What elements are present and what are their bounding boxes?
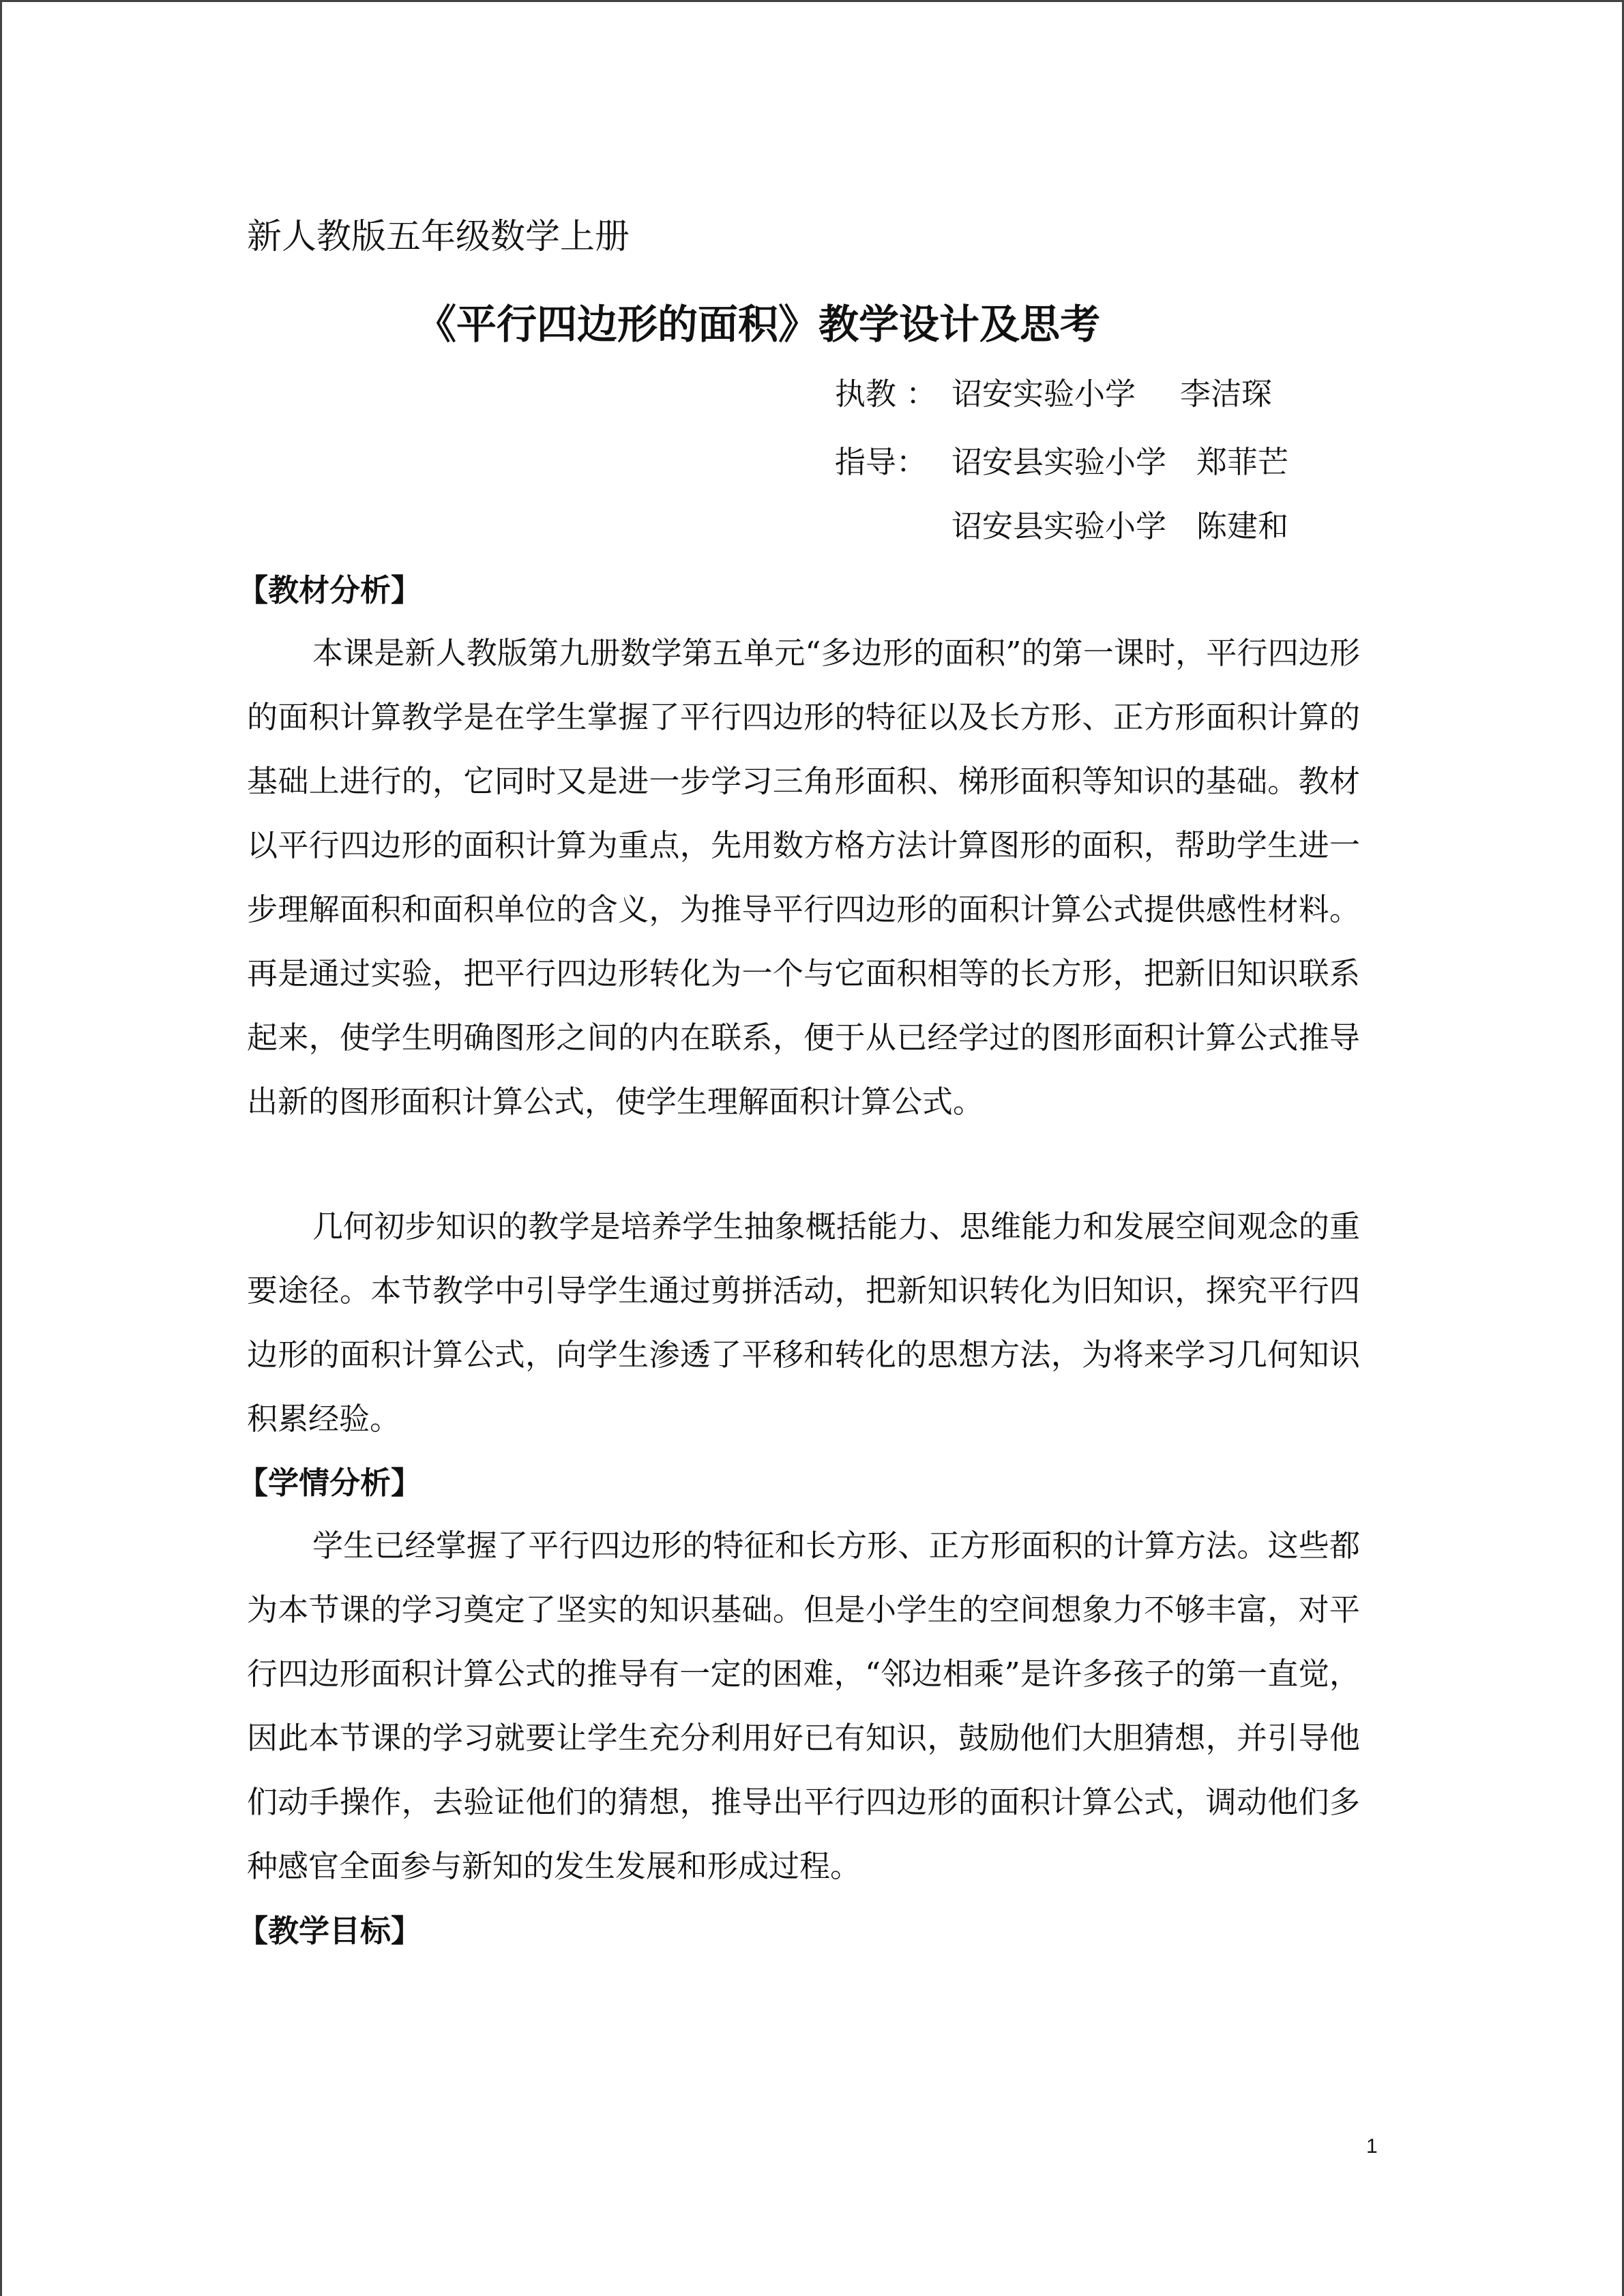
- paragraph-textbook-analysis-2: 几何初步知识的教学是培养学生抽象概括能力、思维能力和发展空间观念的重要途径。本节教学中引导学生通过剪拼活动，把新知识转化为旧知识，探究平行四边形的面积计算公式，向学生渗透了平移和转化的思想方法，为将来学习几何知识积累经验。: [247, 1208, 1360, 1437]
- page-number: 1: [1366, 2135, 1378, 2158]
- teacher-school: 诏安实验小学: [951, 376, 1136, 412]
- document-title: 《平行四边形的面积》教学设计及思考: [416, 301, 1101, 348]
- section-heading-teaching-goals: 【教学目标】: [237, 1913, 422, 1949]
- credit-teacher: [835, 372, 1381, 416]
- guide-name-2: 陈建和: [1196, 508, 1289, 544]
- document-subtitle: 新人教版五年级数学上册: [247, 217, 630, 257]
- credit-guide-2: [835, 505, 1381, 548]
- credit-guide-1: [835, 441, 1381, 484]
- paragraph-textbook-analysis-1: 本课是新人教版第九册数学第五单元“多边形的面积”的第一课时，平行四边形的面积计算教学是在学生掌握了平行四边形的特征以及长方形、正方形面积计算的基础上进行的，它同时又是进一步学习三角形面积、梯形面积等知识的基础。教材以平行四边形的面积计算为重点，先用数方格方法计算图形的面积，帮助学生进一步理解面积和面积单位的含义，为推导平行四边形的面积计算公式提供感性材料。再是通过实验，把平行四边形转化为一个与它面积相等的长方形，把新旧知识联系起来，使学生明确图形之间的内在联系，便于从已经学过的图形面积计算公式推导出新的图形面积计算公式，使学生理解面积计算公式。: [247, 635, 1360, 1120]
- section-heading-student-analysis: 【学情分析】: [237, 1465, 422, 1501]
- guide-school-1: 诏安县实验小学: [951, 444, 1167, 480]
- teacher-label: 执教 ：: [835, 376, 937, 412]
- paragraph-student-analysis-1: 学生已经掌握了平行四边形的特征和长方形、正方形面积的计算方法。这些都为本节课的学习奠定了坚实的知识基础。但是小学生的空间想象力不够丰富，对平行四边形面积计算公式的推导有一定的困难，“邻边相乘”是许多孩子的第一直觉，因此本节课的学习就要让学生充分利用好已有知识，鼓励他们大胆猜想，并引导他们动手操作，去验证他们的猜想，推导出平行四边形的面积计算公式，调动他们多种感官全面参与新知的发生发展和形成过程。: [247, 1527, 1360, 1884]
- guide-name-1: 郑菲芒: [1196, 444, 1289, 480]
- teacher-name: 李洁琛: [1180, 376, 1273, 412]
- guide-label: 指导：: [835, 444, 928, 480]
- section-heading-textbook-analysis: 【教材分析】: [237, 572, 422, 608]
- guide-school-2: 诏安县实验小学: [951, 508, 1167, 544]
